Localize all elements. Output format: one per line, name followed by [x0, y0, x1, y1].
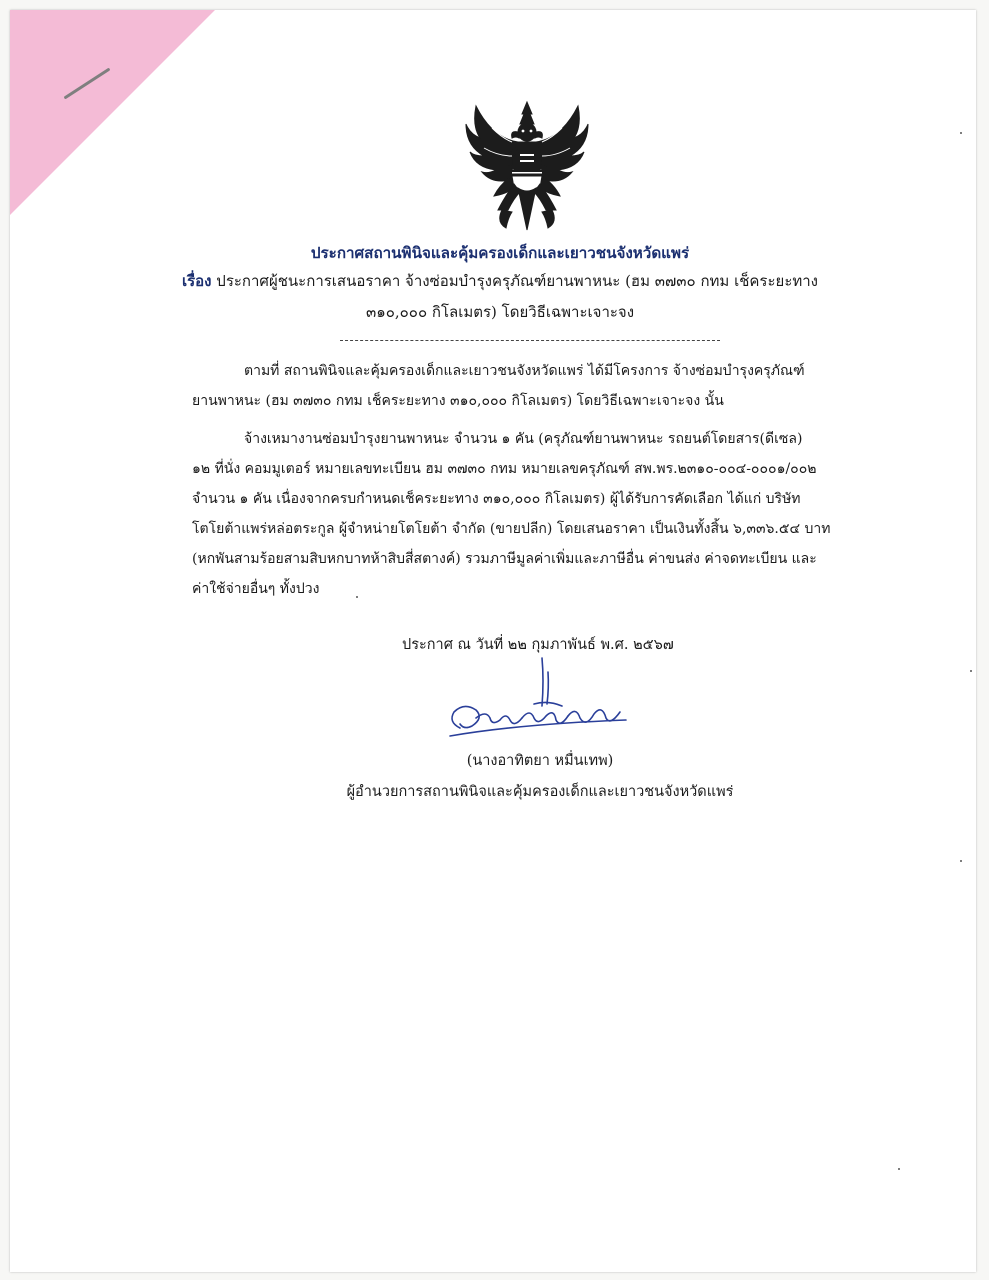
- paragraph-line: ๑๒ ที่นั่ง คอมมูเตอร์ หมายเลขทะเบียน ฮม ๓๗๓๐ กทม หมายเลขครุภัณฑ์ สพ.พร.๒๓๑๐-๐๐๔-๐๐๐๑/๐๐๒: [192, 461, 817, 477]
- paragraph-line: จ้างเหมางานซ่อมบำรุงยานพาหนะ จำนวน ๑ คัน (ครุภัณฑ์ยานพาหนะ รถยนต์โดยสาร(ดีเซล): [244, 431, 803, 447]
- scan-speck: [960, 132, 962, 134]
- document-page: [10, 10, 976, 1272]
- paragraph-line: จำนวน ๑ คัน เนื่องจากครบกำหนดเช็คระยะทาง ๓๑๐,๐๐๐ กิโลเมตร) ผู้ได้รับการคัดเลือก ได้แก่ บริษัท: [192, 491, 801, 507]
- garuda-emblem-icon: [462, 98, 592, 236]
- paragraph-line: (หกพันสามร้อยสามสิบหกบาทห้าสิบสี่สตางค์) รวมภาษีมูลค่าเพิ่มและภาษีอื่น ค่าขนส่ง ค่าจดทะเบียน และ: [192, 551, 817, 567]
- subject-line-continued: ๓๑๐,๐๐๐ กิโลเมตร) โดยวิธีเฉพาะเจาะจง: [365, 303, 635, 321]
- subject-line: [130, 266, 870, 296]
- paragraph-line: โตโยต้าแพร่หล่อตระกูล ผู้จำหน่ายโตโยต้า จำกัด (ขายปลีก) โดยเสนอราคา เป็นเงินทั้งสิ้น ๖,๓๓๖.๕๔ บาท: [192, 521, 831, 537]
- scan-speck: [356, 596, 358, 598]
- document-title: ประกาศสถานพินิจและคุ้มครองเด็กและเยาวชนจังหวัดแพร่: [310, 244, 690, 262]
- signer-title: ผู้อำนวยการสถานพินิจและคุ้มครองเด็กและเยาวชนจังหวัดแพร่: [346, 784, 734, 800]
- scan-speck: [970, 670, 972, 672]
- subject-text: ประกาศผู้ชนะการเสนอราคา จ้างซ่อมบำรุงครุภัณฑ์ยานพาหนะ (ฮม ๓๗๓๐ กทม เช็คระยะทาง: [216, 272, 819, 290]
- paragraph-line: ตามที่ สถานพินิจและคุ้มครองเด็กและเยาวชนจังหวัดแพร่ ได้มีโครงการ จ้างซ่อมบำรุงครุภัณฑ์: [244, 363, 805, 379]
- subject-label: เรื่อง: [181, 272, 212, 290]
- scan-speck: [898, 1168, 900, 1170]
- paragraph-line: ยานพาหนะ (ฮม ๓๗๓๐ กทม เช็คระยะทาง ๓๑๐,๐๐๐ กิโลเมตร) โดยวิธีเฉพาะเจาะจง นั้น: [192, 393, 724, 409]
- paragraph-2: [192, 424, 912, 604]
- pink-corner-tab: [10, 10, 215, 215]
- handwritten-signature: [430, 650, 635, 755]
- scan-speck: [960, 860, 962, 862]
- paragraph-line: ค่าใช้จ่ายอื่นๆ ทั้งปวง: [192, 581, 320, 597]
- signer-name: (นางอาทิตยา หมื่นเทพ): [466, 753, 614, 769]
- section-divider: [340, 340, 720, 341]
- paragraph-1: [192, 356, 912, 416]
- announcement-date: ประกาศ ณ วันที่ ๒๒ กุมภาพันธ์ พ.ศ. ๒๕๖๗: [402, 637, 674, 653]
